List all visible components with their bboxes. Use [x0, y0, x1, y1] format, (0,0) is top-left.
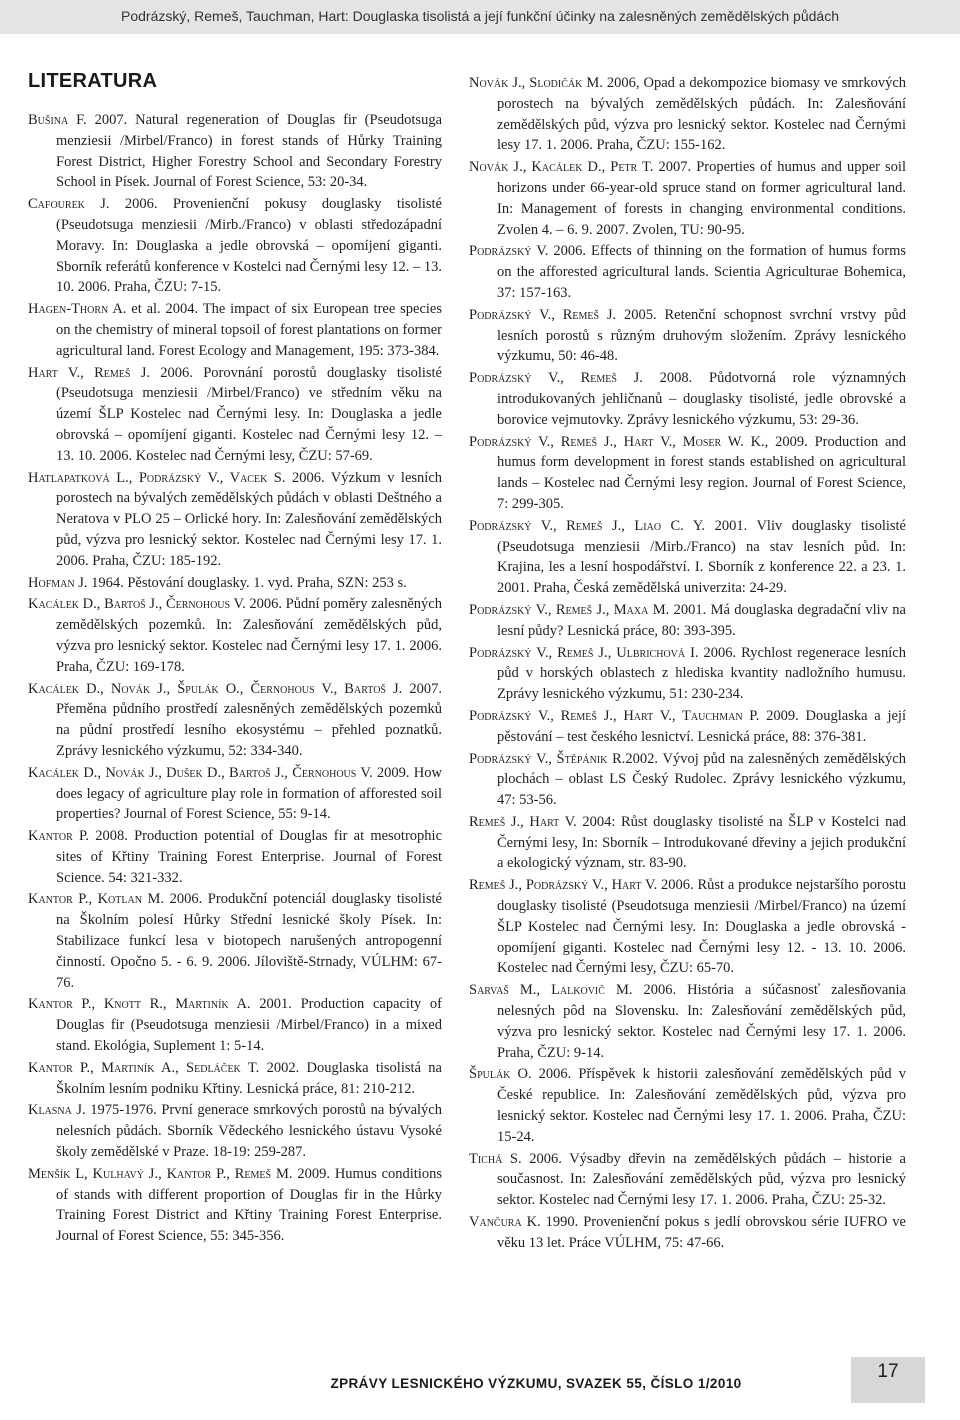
reference-authors: Podrázský V., Remeš J. [469, 370, 643, 387]
reference-entry [28, 299, 442, 361]
reference-entry [469, 73, 906, 156]
reference-entry [28, 594, 442, 677]
reference-authors: Podrázský V., Remeš J., Hart V., Tauchman P. [469, 707, 760, 724]
reference-text: 1975-1976. První generace smrkových porostů na bývalých nelesních půdách. Sborník Vědeckého lesnického ústavu Vysoké školy zemědělské v Praze. 18-19: 259-287. [56, 1102, 442, 1161]
reference-text: 2006. Příspěvek k historii zalesňování zemědělských půd v České republice. In: Zalesňování zemědělských půd, výzva pro lesnický sektor. Kostelec nad Černými lesy 17. 1. 2006. Praha, ČZU: 15-24. [497, 1066, 907, 1145]
reference-authors: Menšík L, Kulhavý J., Kantor P., Remeš M. [28, 1165, 293, 1182]
reference-authors: Cafourek J. [28, 196, 110, 213]
reference-entry [469, 1212, 906, 1254]
reference-entry [28, 194, 442, 298]
reference-authors: Podrázský V., Remeš J., Hart V., Moser W. K., [469, 433, 769, 450]
reference-text: 2006. Porovnání porostů douglasky tisolisté (Pseudotsuga menziesii /Mirbel/Franco) ve středním věku na území ŠLP Kostelec nad Černými lesy. In: Douglaska a jedle obrovská – opomíjení giganti. Kostelec nad Černými lesy 12. – 13. 10. 2006. Kostelec nad Černými lesy, ČZU: 57-69. [56, 364, 442, 464]
reference-entry [28, 763, 442, 825]
reference-authors: Hatlapatková L., Podrázský V., Vacek S. [28, 469, 286, 486]
reference-authors: Hart V., Remeš J. [28, 364, 150, 381]
reference-authors: Remeš J., Hart V. [469, 813, 577, 830]
reference-entry [469, 600, 906, 642]
reference-text: 2006. Effects of thinning on the formation of humus forms on the afforested agricultural lands. Scientia Agriculturae Bohemica, 37: 157-163. [497, 243, 906, 301]
reference-text: 2001. Vliv douglasky tisolisté (Pseudotsuga menziesii /Mirb./Franco) na stav lesních půd. In: Krajina, les a lesní hospodářství. I. Sborník z konference 22. a 23. 1. 2001. Praha, Česká zemědělská univerzita: 24-29. [497, 517, 906, 597]
references-right-column [469, 73, 906, 1255]
reference-entry [469, 241, 906, 303]
reference-authors: Kantor P., Martiník A., Sedláček T. [28, 1059, 260, 1076]
reference-entry [469, 432, 906, 515]
reference-text: 2006. Výzkum v lesních porostech na bývalých zemědělských půdách v oblasti Deštného a Neratova v PLO 25 – Orlické hory. In: Zalesňování zemědělských půd, výzva pro lesnický sektor. Kostelec nad Černými lesy 17. 1. 2006. Praha, ČZU: 185-192. [56, 469, 443, 569]
reference-entry [469, 643, 906, 705]
reference-text: 2006. Růst a produkce nejstaršího porostu douglasky tisolisté (Pseudotsuga menziesii /Mirbel/Franco) na území ŠLP Kostelec nad Černými lesy. In: Douglaska a jedle obrovská - opomíjení giganti. Kostelec nad Černými lesy 12. - 13. 10. 2006. Kostelec nad Černými lesy, ČZU: 65-70. [497, 877, 906, 977]
reference-authors: Kacálek D., Bartoš J., Černohous V. [28, 596, 246, 613]
reference-entry [28, 110, 442, 193]
reference-authors: Tichá S. [469, 1150, 522, 1167]
section-title: LITERATURA [28, 70, 158, 92]
reference-text: 2006. Výsadby dřevin na zemědělských půdách – historie a současnost. In: Zalesňování zemědělských půd, výzva pro lesnický sektor. Kostelec nad Černými lesy 17. 1. 2006. Praha, ČZU: 25-32. [497, 1150, 906, 1209]
reference-authors: Novák J., Slodičák M. [469, 75, 603, 91]
reference-authors: Kantor P. [28, 828, 90, 845]
reference-authors: Podrázský V., Remeš J., Ulbrichová I. [469, 644, 699, 661]
reference-entry [28, 1058, 442, 1100]
reference-entry [469, 980, 906, 1063]
reference-authors: Hagen-Thorn A. [28, 301, 127, 318]
reference-text: 2007. Natural regeneration of Douglas fir (Pseudotsuga menziesii /Mirbel/Franco) in forest stands of Hůrky Training Forest District, Higher Forestry School and Secondary Forestry School in Písek. Journal of Forest Science, 53: 20-34. [56, 112, 442, 191]
reference-text: 2009. Production and humus form development in forest stands established on agricultural lands – Kostelec nad Černými lesy region. Journal of Forest Science, 7: 299-305. [497, 433, 906, 512]
reference-entry [28, 468, 442, 572]
reference-authors: Remeš J., Podrázský V., Hart V. [469, 877, 658, 894]
reference-entry [28, 826, 442, 888]
reference-authors: Podrázský V., Remeš J., Liao C. Y. [469, 517, 706, 534]
reference-text: 2006, Opad a dekompozice biomasy ve smrkových porostech na bývalých zemědělských půdách. In: Zalesňování zemědělských půd, výzva pro lesnický sektor. Kostelec nad Černými lesy 17. 1. 2006. Praha, ČZU: 155-162. [497, 75, 906, 154]
journal-footer: ZPRÁVY LESNICKÉHO VÝZKUMU, SVAZEK 55, ČÍSLO 1/2010 [330, 1376, 742, 1391]
reference-text: 2007. Přeměna půdního prostředí zalesněných zemědělských pozemků na půdní prostředí lesního ekosystému – přehled poznatků. Zprávy lesnického výzkumu, 52: 334-340. [56, 680, 442, 759]
reference-text: 2009. Douglaska a její pěstování – test českého lesnictví. Lesnická práce, 88: 376-381. [497, 707, 906, 745]
reference-text: et al. 2004. The impact of six European tree species on the chemistry of mineral topsoil of forest plantations on former agricultural land. Forest Ecology and Management, 195: 373-384. [56, 301, 443, 359]
reference-authors: Špulák O. [469, 1066, 532, 1083]
reference-entry [469, 516, 906, 599]
reference-text: 2002. Douglaska tisolistá na Školním lesním podniku Křtiny. Lesnická práce, 81: 210-212. [56, 1059, 442, 1097]
reference-entry [469, 305, 906, 367]
reference-entry [28, 889, 442, 993]
reference-text: 2006. Provenienční pokusy douglasky tisolisté (Pseudotsuga menziesii /Mirb./Franco) v oblasti středozápadní Moravy. In: Douglaska a jedle obrovská – opomíjení giganti. Sborník referátů konference v Kostelci nad Černými lesy 12. – 13. 10. 2006. Praha, ČZU: 7-15. [56, 196, 442, 296]
reference-authors: Kacálek D., Novák J., Dušek D., Bartoš J., Černohous V. [28, 764, 373, 781]
reference-text: 2005. Retenční schopnost svrchní vrstvy půd lesních porostů s různým druhovým složením. Zprávy lesnického výzkumu, 50: 46-48. [497, 306, 906, 365]
reference-authors: Podrázský V., Remeš J., Maxa M. [469, 601, 670, 618]
reference-authors: Kantor P., Kotlan M. [28, 891, 165, 908]
reference-entry [469, 368, 906, 430]
reference-text: 2002. Vývoj půd na zalesněných zemědělských plochách – oblast LS Český Rudolec. Zprávy lesnického výzkumu, 47: 53-56. [497, 750, 906, 809]
reference-authors: Klasna J. [28, 1102, 86, 1119]
reference-authors: Podrázský V. [469, 243, 549, 260]
reference-authors: Kacálek D., Novák J., Špulák O., Černohous V., Bartoš J. [28, 680, 403, 697]
reference-text: 2009. Humus conditions of stands with different proportion of Douglas fir in the Hůrky Training Forest District and Křtiny Training Forest Enterprise. Journal of Forest Science, 55: 345-356. [56, 1165, 442, 1245]
reference-text: 2006. Půdní poměry zalesněných zemědělských pozemků. In: Zalesňování zemědělských půd, výzva pro lesnický sektor. Kostelec nad Černými lesy 17. 1. 2006. Praha, ČZU: 169-178. [56, 596, 442, 675]
reference-text: 2008. Půdotvorná role významných introdukovaných jehličnanů – douglasky tisolisté, jedle obrovské a borovice vejmutovky. Zprávy lesnického výzkumu, 53: 29-36. [497, 370, 906, 428]
reference-text: 2001. Production capacity of Douglas fir (Pseudotsuga menziesii /Mirbel/Franco) in a mixed stand. Ekológia, Suplement 1: 5-14. [56, 996, 443, 1055]
reference-text: 2006. Produkční potenciál douglasky tisolisté na Školním polesí Hůrky Střední lesnické školy Písek. In: Stabilizace funkcí lesa v biotopech narušených antropogenní činností. Opočno 5. - 6. 9. 2006. Jíloviště-Strnady, VÚLHM: 67-76. [56, 891, 442, 991]
reference-entry [28, 1100, 442, 1162]
reference-text: 1990. Provenienční pokus s jedlí obrovskou série IUFRO ve věku 13 let. Práce VÚLHM, 75: 47-66. [497, 1214, 906, 1251]
page-number: 17 [877, 1361, 899, 1382]
reference-text: 2004: Růst douglasky tisolisté na ŠLP v Kostelci nad Černými lesy, In: Sborník – Introdukované dřeviny a jejich produkční a ekologický význam, str. 83-90. [497, 813, 906, 872]
reference-entry [28, 994, 442, 1056]
reference-entry [28, 573, 442, 594]
reference-entry [469, 706, 906, 748]
reference-text: 2001. Má douglaska degradační vliv na lesní půdy? Lesnická práce, 80: 393-395. [497, 601, 906, 639]
reference-entry [469, 1149, 906, 1211]
reference-entry [469, 1064, 906, 1147]
reference-entry [28, 363, 442, 467]
reference-authors: Sarvaš M., Lalkovič M. [469, 982, 633, 999]
reference-authors: Novák J., Kacálek D., Petr T. [469, 159, 654, 176]
reference-text: 2007. Properties of humus and upper soil horizons under 66-year-old spruce stand on former agricultural land. In: Management of forests in changing environmental conditions. Zvolen 4. – 6. 9. 2007. Zvolen, TU: 90-95. [497, 159, 906, 238]
reference-text: 2006. História a súčasnosť zalesňovania nelesných pôd na Slovensku. In: Zalesňování zemědělských půd, výzva pro lesnický sektor. Kostelec nad Černými lesy 17. 1. 2006. Praha, ČZU: 9-14. [497, 982, 906, 1061]
reference-authors: Podrázský V., Štěpánik R. [469, 750, 626, 767]
reference-text: 1964. Pěstování douglasky. 1. vyd. Praha, SZN: 253 s. [87, 574, 407, 591]
reference-entry [469, 157, 906, 240]
reference-authors: Hofman J. [28, 574, 88, 591]
reference-entry [469, 749, 906, 811]
reference-authors: Kantor P., Knott R., Martiník A. [28, 996, 251, 1013]
reference-authors: Podrázský V., Remeš J. [469, 306, 617, 323]
reference-text: 2008. Production potential of Douglas fir at mesotrophic sites of Křtiny Training Forest Enterprise. Journal of Forest Science. 54: 321-332. [56, 828, 443, 886]
reference-entry [469, 812, 906, 874]
running-header-title: Podrázský, Remeš, Tauchman, Hart: Douglaska tisolistá a její funkční účinky na zalesněných zemědělských půdách [121, 8, 839, 24]
reference-authors: Vančura K. [469, 1214, 541, 1231]
reference-authors: Bušina F. [28, 112, 87, 128]
references-left-column [28, 110, 442, 1248]
reference-entry [28, 1164, 442, 1247]
reference-text: 2006. Rychlost regenerace lesních půd v horských oblastech z hlediska kvantity nadložního humusu. Zprávy lesnického výzkumu, 51: 230-234. [497, 644, 906, 703]
reference-text: 2009. How does legacy of agriculture play role in formation of afforested soil properties? Journal of Forest Science, 55: 9-14. [56, 764, 442, 823]
reference-entry [469, 875, 906, 979]
reference-entry [28, 679, 442, 762]
